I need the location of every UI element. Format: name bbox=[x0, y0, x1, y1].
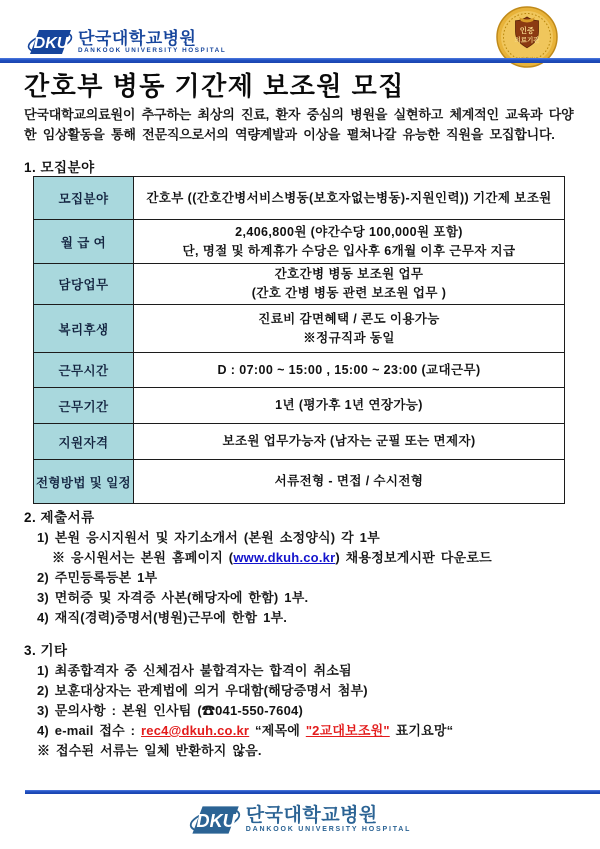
row-label: 담당업무 bbox=[34, 264, 134, 305]
row-label: 모집분야 bbox=[34, 177, 134, 220]
hospital-name-english: DANKOOK UNIVERSITY HOSPITAL bbox=[245, 826, 412, 834]
section-etc bbox=[24, 639, 580, 764]
row-value: ※정규직과 동일 bbox=[303, 330, 395, 345]
row-value: 단, 명절 및 하계휴가 수당은 입사후 6개월 이후 근무자 지급 bbox=[182, 243, 516, 258]
row-value: D : 07:00 ~ 15:00 , 15:00 ~ 23:00 (교대근무) bbox=[217, 362, 481, 377]
list-item-email bbox=[37, 724, 580, 738]
table-row bbox=[34, 305, 565, 353]
table-row bbox=[34, 353, 565, 388]
list-item-note: ※ 접수된 서류는 일체 반환하지 않음. bbox=[37, 743, 262, 758]
email-suffix: 표기요망“ bbox=[389, 723, 454, 738]
email-subject-tag: "2교대보조원" bbox=[305, 723, 390, 738]
row-label: 근무시간 bbox=[34, 353, 134, 388]
hospital-name-korean: 단국대학교병원 bbox=[78, 28, 197, 48]
list-item: 2) 보훈대상자는 관계법에 의거 우대함(해당증명서 첨부) bbox=[37, 683, 368, 698]
list-item: 1) 최종합격자 중 신체검사 불합격자는 합격이 취소됨 bbox=[37, 663, 352, 678]
website-link[interactable]: www.dkuh.co.kr bbox=[233, 550, 336, 565]
table-row bbox=[34, 220, 565, 264]
list-item: 3) 면허증 및 자격증 사본(해당자에 한함) 1부. bbox=[37, 590, 309, 605]
header-divider bbox=[0, 58, 600, 63]
table-row bbox=[34, 177, 565, 220]
row-label: 복리후생 bbox=[34, 305, 134, 353]
row-value: 진료비 감면혜택 / 콘도 이용가능 bbox=[258, 311, 440, 326]
row-value: 2,406,800원 (야간수당 100,000원 포함) bbox=[235, 224, 463, 239]
table-row bbox=[34, 388, 565, 424]
row-value: (간호 간병 병동 관련 보조원 업무 ) bbox=[251, 286, 447, 300]
recruitment-table bbox=[33, 176, 565, 504]
row-value: 간호간병 병동 보조원 업무 bbox=[274, 267, 424, 281]
footer-logo bbox=[189, 803, 411, 837]
table-row bbox=[34, 264, 565, 305]
list-item: 4) 재직(경력)증명서(병원)근무에 한함 1부. bbox=[37, 610, 288, 625]
dku-logo-icon bbox=[189, 803, 241, 837]
hospital-name-english: DANKOOK UNIVERSITY HOSPITAL bbox=[78, 46, 227, 54]
row-value: 1년 (평가후 1년 연장가능) bbox=[275, 398, 423, 412]
row-value: 간호부 ((간호간병서비스병동(보호자없는병동)-지원인력)) 기간제 보조원 bbox=[146, 190, 552, 205]
list-item: 3) 문의사항 : 본원 인사팀 (☎041-550-7604) bbox=[37, 703, 303, 718]
section2-heading: 2. 제출서류 bbox=[24, 510, 95, 525]
row-value: 서류전형 - 면접 / 수시전형 bbox=[274, 474, 424, 488]
footer bbox=[0, 803, 600, 837]
table-row bbox=[34, 424, 565, 460]
list-item: 2) 주민등록등본 1부 bbox=[37, 570, 158, 585]
intro-paragraph: 단국대학교의료원이 추구하는 최상의 진료, 환자 중심의 병원을 실현하고 체계적인 교육과 다양한 임상활동을 통해 전문직으로서의 역량계발과 이상을 펼쳐나갈 유능한 직원을 모집합니다. bbox=[24, 107, 574, 142]
page-title: 간호부 병동 기간제 보조원 모집 bbox=[24, 71, 405, 101]
note-prefix: ※ 응시원서는 본원 홈페이지 ( bbox=[52, 550, 234, 565]
header-logo bbox=[27, 27, 226, 57]
table-row bbox=[34, 460, 565, 504]
dku-logo-mark-text: DKU bbox=[196, 810, 236, 831]
email-link[interactable]: rec4@dkuh.co.kr bbox=[141, 723, 250, 738]
row-label: 지원자격 bbox=[34, 424, 134, 460]
row-label: 전형방법 및 일정 bbox=[34, 460, 134, 504]
email-mid: “제목에 bbox=[249, 723, 306, 738]
section3-heading: 3. 기타 bbox=[24, 643, 68, 658]
section1-heading: 1. 모집분야 bbox=[24, 160, 95, 175]
list-item: 1) 본원 응시지원서 및 자기소개서 (본원 소정양식) 각 1부 bbox=[37, 530, 380, 545]
row-value: 보조원 업무가능자 (남자는 군필 또는 면제자) bbox=[222, 434, 476, 448]
section-documents bbox=[24, 506, 580, 631]
dku-logo-mark-text: DKU bbox=[33, 35, 69, 52]
footer-divider bbox=[25, 790, 600, 794]
note-suffix: ) 채용정보게시판 다운로드 bbox=[335, 550, 492, 565]
row-label: 근무기간 bbox=[34, 388, 134, 424]
row-label: 월 급 여 bbox=[34, 220, 134, 264]
email-prefix: 4) e-mail 접수 : bbox=[37, 723, 142, 738]
dku-logo-icon bbox=[27, 27, 73, 57]
seal-line1: 인증 bbox=[519, 26, 535, 35]
list-item-note bbox=[52, 551, 580, 565]
seal-line2: 의료기관 bbox=[514, 37, 540, 44]
hospital-name-korean: 단국대학교병원 bbox=[245, 805, 378, 827]
